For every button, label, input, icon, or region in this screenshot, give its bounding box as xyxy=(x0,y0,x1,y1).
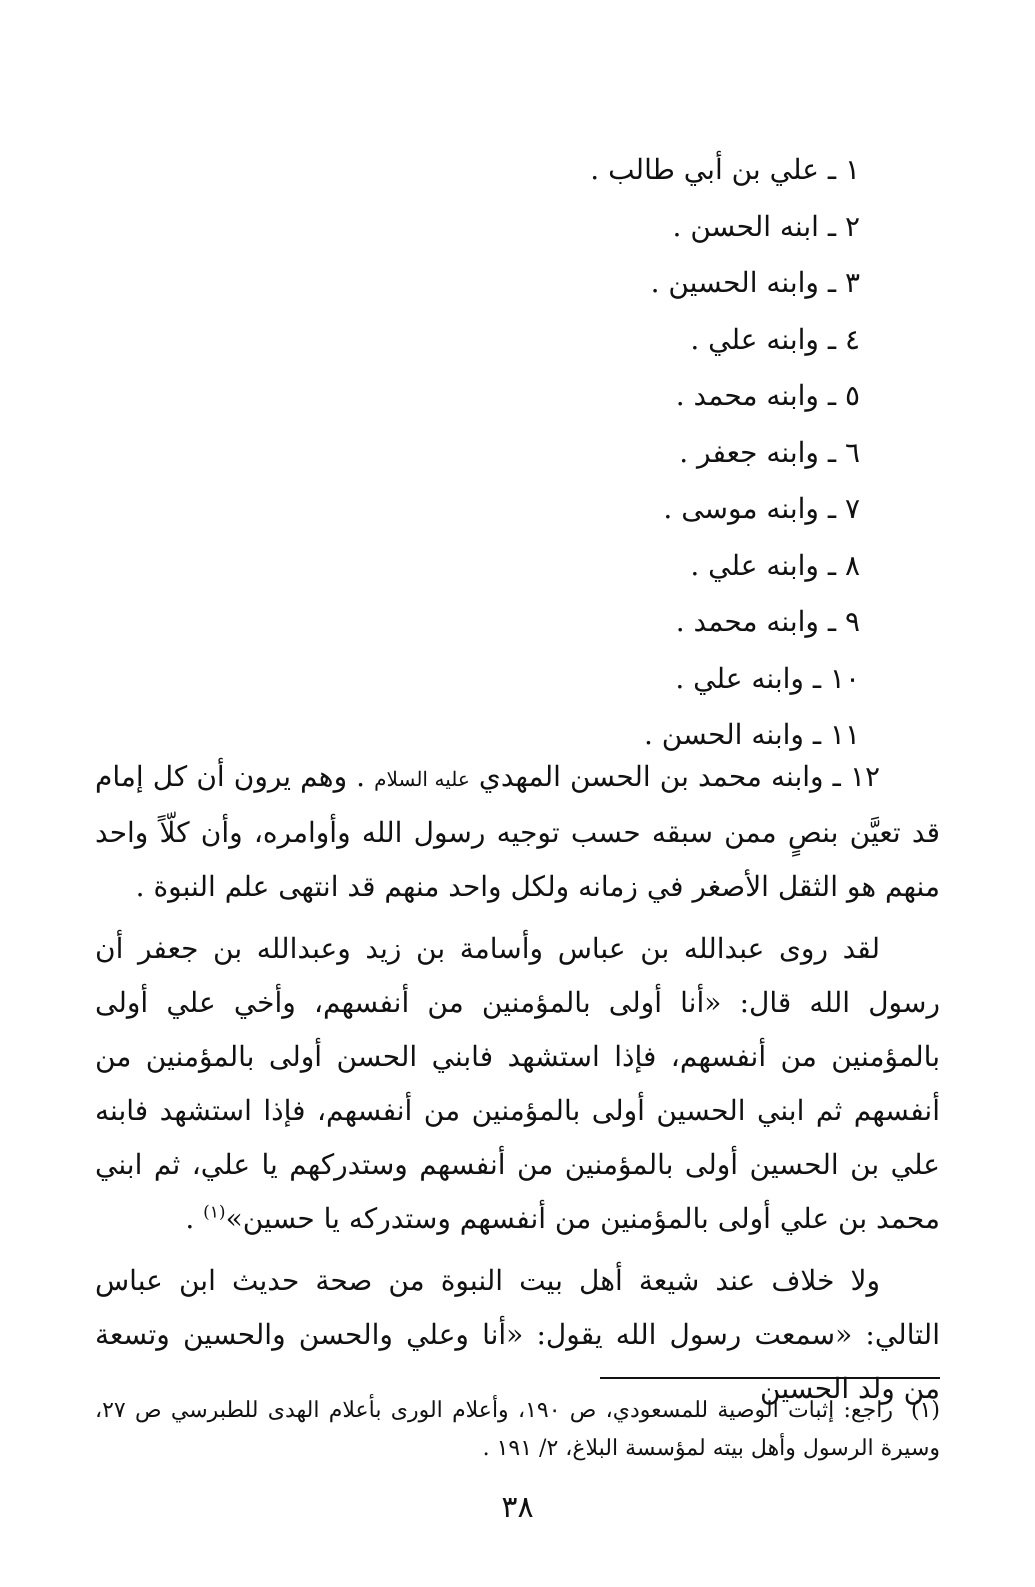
item12-rest: . وهم يرون أن كل إمام قد تعيَّن بنصٍ ممن سبقه حسب توجيه رسول الله وأوامره، وأن كلّاً واحد منهم هو الثقل الأصغر في زمانه ولكل واحد منهم قد انتهى علم النبوة . xyxy=(95,760,940,903)
body-text xyxy=(95,750,940,1424)
footnotes xyxy=(95,1392,940,1468)
hadith-end: . xyxy=(185,1202,204,1235)
item12-start: ١٢ ـ وابنه محمد بن الحسن المهدي xyxy=(469,760,881,793)
footnote-text: راجع: إثبات الوصية للمسعودي، ص ١٩٠، وأعلام الورى بأعلام الهدى للطبرسي ص ٢٧، وسيرة الرسول وأهل بيته لمؤسسة البلاغ، ٢/ ١٩١ . xyxy=(95,1398,940,1461)
footnote-number: (١) xyxy=(911,1398,941,1423)
footnote-ref[interactable]: (١) xyxy=(203,1202,226,1223)
list-item: ٣ ـ وابنه الحسين . xyxy=(650,266,860,299)
list-item: ١٠ ـ وابنه علي . xyxy=(675,661,860,695)
footnote-divider xyxy=(600,1377,940,1379)
paragraph-item-12 xyxy=(95,750,940,914)
list-item: ٤ ـ وابنه علي . xyxy=(690,322,860,356)
list-item: ٥ ـ وابنه محمد . xyxy=(675,379,860,412)
paragraph-hadith xyxy=(95,922,940,1246)
paragraph-ibn-abbas: ولا خلاف عند شيعة أهل بيت النبوة من صحة حديث ابن عباس التالي: «سمعت رسول الله يقول: «أنا وعلي والحسن والحسين وتسعة من ولد الحسين xyxy=(95,1264,940,1405)
imams-list xyxy=(260,142,860,764)
list-item: ١ ـ علي بن أبي طالب . xyxy=(590,153,860,186)
list-item: ٨ ـ وابنه علي . xyxy=(690,548,860,582)
honorific-glyph: عليه السلام xyxy=(374,767,470,791)
list-item: ٢ ـ ابنه الحسن . xyxy=(672,209,860,243)
page-number: ٣٨ xyxy=(501,1490,534,1525)
list-item: ٩ ـ وابنه محمد . xyxy=(675,605,860,638)
hadith-text: لقد روى عبدالله بن عباس وأسامة بن زيد وعبدالله بن جعفر أن رسول الله قال: «أنا أولى بالمؤمنين من أنفسهم، وأخي علي أولى بالمؤمنين من أنفسهم، فإذا استشهد فابني الحسن أولى بالمؤمنين من أنفسهم ثم ابني الحسين أولى بالمؤمنين من أنفسهم، فإذا استشهد فابنه علي بن الحسين أولى بالمؤمنين من أنفسهم وستدركهم يا علي، ثم ابني محمد بن علي أولى بالمؤمنين من أنفسهم وستدركه يا حسين» xyxy=(95,932,940,1235)
list-item: ١١ ـ وابنه الحسن . xyxy=(643,718,860,751)
list-item: ٦ ـ وابنه جعفر . xyxy=(679,435,860,469)
list-item: ٧ ـ وابنه موسى . xyxy=(663,492,860,525)
